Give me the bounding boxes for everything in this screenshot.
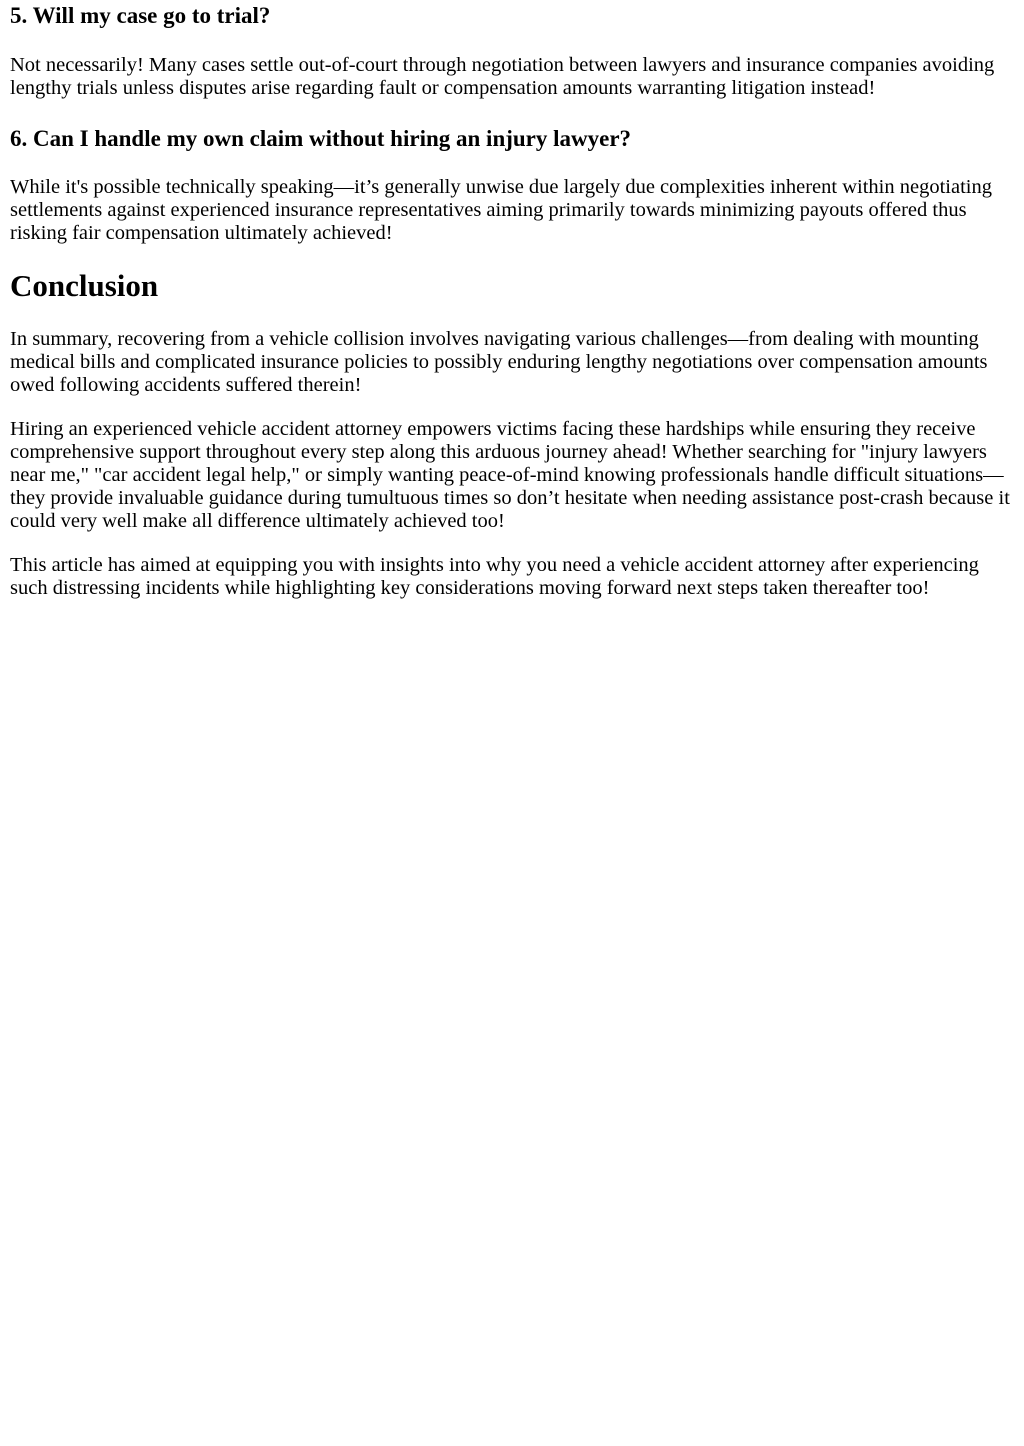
faq-question-5: 5. Will my case go to trial? (10, 3, 271, 28)
conclusion-paragraph-2: Hiring an experienced vehicle accident attorney empowers victims facing these hardships while ensuring they receive comprehensive support throughout every step along this arduous journey ahead! Whether searching for "injury lawyers near me," "car accident legal help," or simply wanting peace-of-mind knowing professionals handle difficult situations—they provide invaluable guidance during tumultuous times so don’t hesitate when needing assistance post-crash because it could very well make all difference ultimately achieved too! (10, 418, 1010, 532)
faq-question-6: 6. Can I handle my own claim without hiring an injury lawyer? (10, 126, 632, 151)
faq-answer-5: Not necessarily! Many cases settle out-of-court through negotiation between lawyers and insurance companies avoiding lengthy trials unless disputes arise regarding fault or compensation amounts warranting litigation instead! (10, 54, 995, 99)
conclusion-paragraph-3: This article has aimed at equipping you with insights into why you need a vehicle accident attorney after experiencing such distressing incidents while highlighting key considerations moving forward next steps taken thereafter too! (10, 554, 979, 599)
article-content (0, 0, 1024, 600)
conclusion-paragraph-1: In summary, recovering from a vehicle collision involves navigating various challenges—from dealing with mounting medical bills and complicated insurance policies to possibly enduring lengthy negotiations over compensation amounts owed following accidents suffered therein! (10, 328, 988, 396)
faq-answer-6: While it's possible technically speaking—it’s generally unwise due largely due complexities inherent within negotiating settlements against experienced insurance representatives aiming primarily towards minimizing payouts offered thus risking fair compensation ultimately achieved! (10, 176, 992, 244)
conclusion-heading: Conclusion (10, 268, 159, 303)
